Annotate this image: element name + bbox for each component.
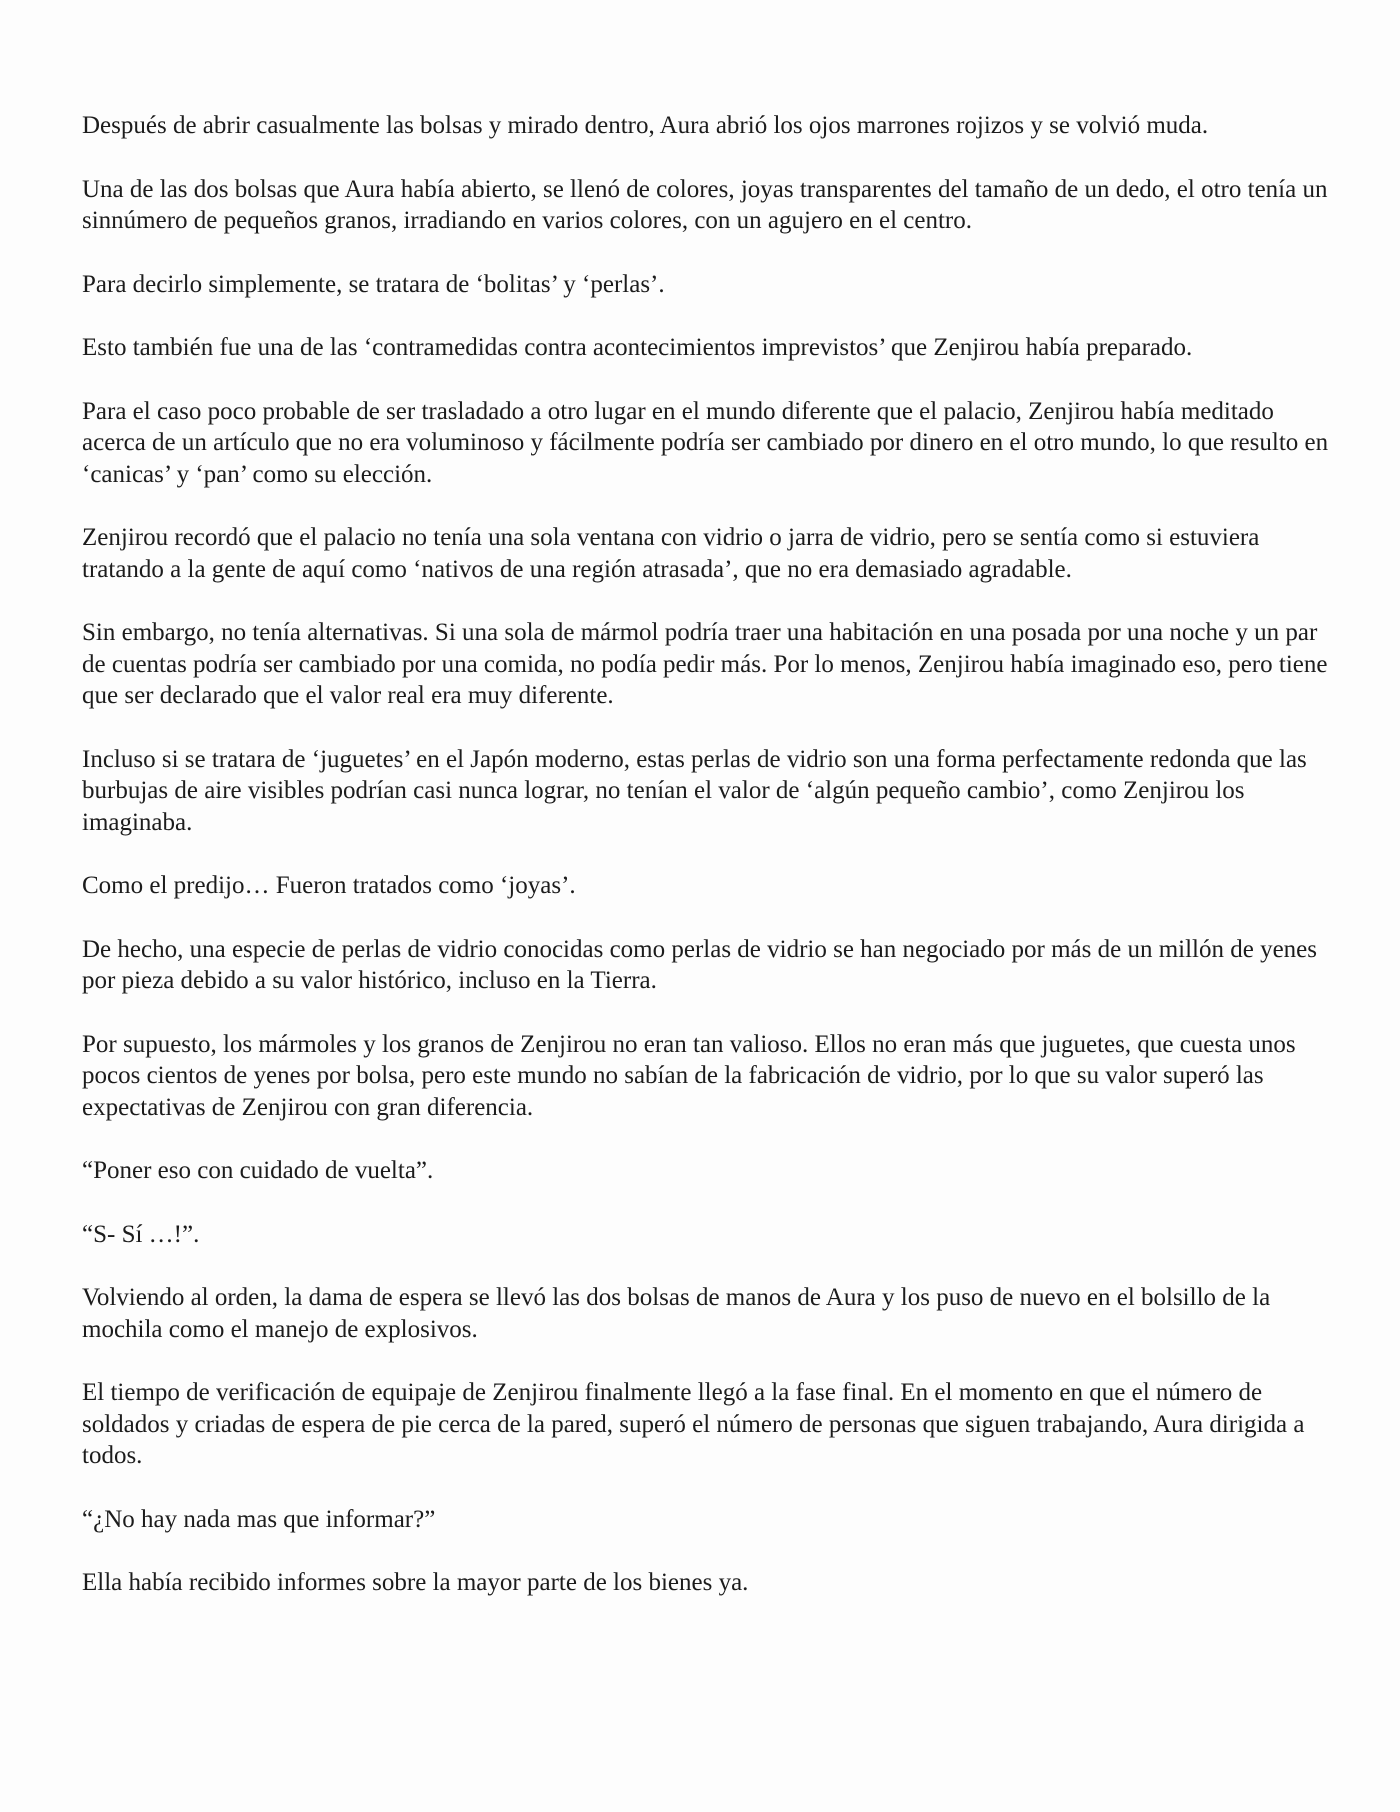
- paragraph: Después de abrir casualmente las bolsas y mirado dentro, Aura abrió los ojos marrones rojizos y se volvió muda.: [82, 112, 1209, 139]
- paragraph: Volviendo al orden, la dama de espera se llevó las dos bolsas de manos de Aura y los puso de nuevo en el bolsillo de la mochila como el manejo de explosivos.: [82, 1284, 1271, 1343]
- paragraph: Zenjirou recordó que el palacio no tenía una sola ventana con vidrio o jarra de vidrio, pero se sentía como si estuviera tratando a la gente de aquí como ‘nativos de una región atrasada’, que no era demasiado agradable.: [82, 524, 1260, 583]
- dialogue-line: “¿No hay nada mas que informar?”: [82, 1505, 436, 1533]
- paragraph: Esto también fue una de las ‘contramedidas contra acontecimientos imprevistos’ que Zenjirou había preparado.: [82, 334, 1193, 361]
- document-page: [82, 110, 1332, 1631]
- paragraph: Una de las dos bolsas que Aura había abierto, se llenó de colores, joyas transparentes del tamaño de un dedo, el otro tenía un sinnúmero de pequeños granos, irradiando en varios colores, con un agujero en el centro.: [82, 175, 1328, 234]
- paragraph: Para decirlo simplemente, se tratara de ‘bolitas’ y ‘perlas’.: [82, 270, 665, 298]
- paragraph: Incluso si se tratara de ‘juguetes’ en el Japón moderno, estas perlas de vidrio son una forma perfectamente redonda que las burbujas de aire visibles podrían casi nunca lograr, no tenían el valor de ‘algún pequeño cambio’, como Zenjirou los imaginaba.: [82, 745, 1307, 836]
- paragraph: Para el caso poco probable de ser trasladado a otro lugar en el mundo diferente que el palacio, Zenjirou había meditado acerca de un artículo que no era voluminoso y fácilmente podría ser cambiado por dinero en el otro mundo, lo que resulto en ‘canicas’ y ‘pan’ como su elección.: [82, 397, 1329, 488]
- paragraph: Sin embargo, no tenía alternativas. Si una sola de mármol podría traer una habitación en una posada por una noche y un par de cuentas podría ser cambiado por una comida, no podía pedir más. Por lo menos, Zenjirou había imaginado eso, pero tiene que ser declarado que el valor real era muy diferente.: [82, 619, 1328, 709]
- paragraph: Como el predijo… Fueron tratados como ‘joyas’.: [82, 872, 576, 899]
- dialogue-line: “Poner eso con cuidado de vuelta”.: [82, 1157, 434, 1184]
- paragraph: De hecho, una especie de perlas de vidrio conocidas como perlas de vidrio se han negociado por más de un millón de yenes por pieza debido a su valor histórico, incluso en la Tierra.: [82, 935, 1318, 994]
- paragraph: Ella había recibido informes sobre la mayor parte de los bienes ya.: [82, 1569, 749, 1596]
- paragraph: Por supuesto, los mármoles y los granos de Zenjirou no eran tan valioso. Ellos no eran más que juguetes, que cuesta unos pocos cientos de yenes por bolsa, pero este mundo no sabían de la fabricación de vidrio, por lo que su valor superó las expectativas de Zenjirou con gran diferencia.: [82, 1030, 1296, 1121]
- paragraph: El tiempo de verificación de equipaje de Zenjirou finalmente llegó a la fase final. En el momento en que el número de soldados y criadas de espera de pie cerca de la pared, superó el número de personas que siguen trabajando, Aura dirigida a todos.: [82, 1379, 1305, 1469]
- dialogue-line: “S- Sí …!”.: [82, 1220, 200, 1248]
